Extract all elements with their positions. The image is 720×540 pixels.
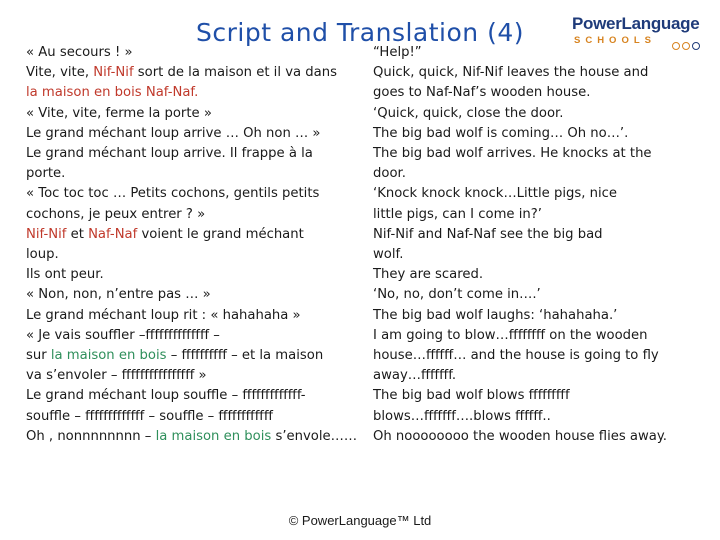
translation-line: The big bad wolf laughs: ‘hahahaha.’ [373, 307, 618, 323]
slide-title: Script and Translation (4) [195, 18, 524, 47]
translation-line: ‘Quick, quick, close the door. [373, 105, 564, 121]
english-translation-column [373, 43, 708, 447]
script-line [26, 205, 361, 225]
script-text: Le grand méchant loup rit : « hahahaha » [26, 307, 301, 323]
translation-line: little pigs, can I come in?’ [373, 206, 542, 222]
script-line [26, 184, 361, 204]
script-text: sort de la maison et il va dans [133, 65, 337, 81]
script-text: souffle – fffffffffffff – souffle – ffffffffffff [26, 408, 273, 424]
script-text: « Vite, vite, ferme la porte » [26, 105, 212, 121]
place-name-text: la maison en bois [155, 428, 272, 444]
translation-line: “Help!” [373, 45, 422, 60]
script-text: voient le grand méchant [137, 226, 304, 242]
translation-line: house…ffffff… and the house is going to fly [373, 348, 659, 364]
script-line [26, 124, 361, 144]
translation-line: I am going to blow…ffffffff on the wooden [373, 327, 648, 343]
script-line [26, 326, 361, 346]
script-text: Le grand méchant loup arrive … Oh non … » [26, 125, 321, 141]
script-line [26, 265, 361, 285]
script-text: va s’envoler – ffffffffffffffff » [26, 368, 207, 384]
script-text: cochons, je peux entrer ? » [26, 206, 206, 222]
translation-line: Oh noooooooo the wooden house flies away. [373, 428, 667, 444]
character-name-text: la maison en bois Naf-Naf. [26, 85, 199, 101]
script-line [26, 285, 361, 305]
script-text: s’envole…… [271, 428, 358, 444]
script-text: – ffffffffff – et la maison [166, 348, 324, 364]
script-text: Le grand méchant loup souffle – fffffffffffff- [26, 388, 306, 404]
script-text: Oh , nonnnnnnnn – [26, 428, 156, 444]
translation-line: They are scared. [373, 267, 484, 283]
script-line [26, 225, 361, 245]
script-text: Le grand méchant loup arrive. Il frappe à la [26, 146, 313, 162]
script-line [26, 43, 361, 63]
script-text: Ils ont peur. [26, 267, 104, 283]
translation-line: door. [373, 166, 406, 182]
script-line [26, 83, 361, 103]
script-text: porte. [26, 166, 66, 182]
script-text: « Non, non, n’entre pas … » [26, 287, 211, 303]
french-script-column [26, 43, 361, 447]
translation-line: Quick, quick, Nif-Nif leaves the house and [373, 65, 649, 81]
translation-line: wolf. [373, 247, 404, 263]
script-line [26, 366, 361, 386]
script-text: « Au secours ! » [26, 45, 133, 60]
script-line [26, 245, 361, 265]
translation-line: The big bad wolf blows fffffffff [373, 388, 570, 404]
translation-line: goes to Naf-Naf’s wooden house. [373, 85, 591, 101]
translation-line: Nif-Nif and Naf-Naf see the big bad [373, 226, 603, 242]
script-line [26, 346, 361, 366]
place-name-text: la maison en bois [50, 348, 167, 364]
script-text: « Je vais souffler –ffffffffffffff – [26, 327, 220, 343]
character-name-text: Nif-Nif [93, 65, 134, 81]
character-name-text: Naf-Naf [88, 226, 138, 242]
script-line [26, 164, 361, 184]
script-line [26, 306, 361, 326]
translation-line: The big bad wolf arrives. He knocks at the [373, 146, 652, 162]
script-text: Vite, vite, [26, 65, 94, 81]
copyright-footer: © PowerLanguage™ Ltd [288, 513, 432, 528]
script-line [26, 63, 361, 83]
translation-line: away…fffffff. [373, 368, 457, 384]
script-line [26, 427, 361, 447]
script-text: loup. [26, 247, 59, 263]
script-line [26, 386, 361, 406]
script-text: sur [26, 348, 51, 364]
logo-wordmark: PowerLanguage [572, 14, 700, 33]
translation-line: blows…fffffff….blows ffffff.. [373, 408, 551, 424]
script-text: « Toc toc toc … Petits cochons, gentils petits [26, 186, 320, 202]
script-line [26, 407, 361, 427]
script-text: et [66, 226, 89, 242]
translation-line: ‘Knock knock knock…Little pigs, nice [373, 186, 617, 202]
script-line [26, 104, 361, 124]
logo-schools-text: SCHOOLS [574, 35, 656, 46]
translation-line: ‘No, no, don’t come in….’ [373, 287, 541, 303]
script-line [26, 144, 361, 164]
translation-line: The big bad wolf is coming… Oh no…’. [373, 125, 629, 141]
character-name-text: Nif-Nif [26, 226, 67, 242]
